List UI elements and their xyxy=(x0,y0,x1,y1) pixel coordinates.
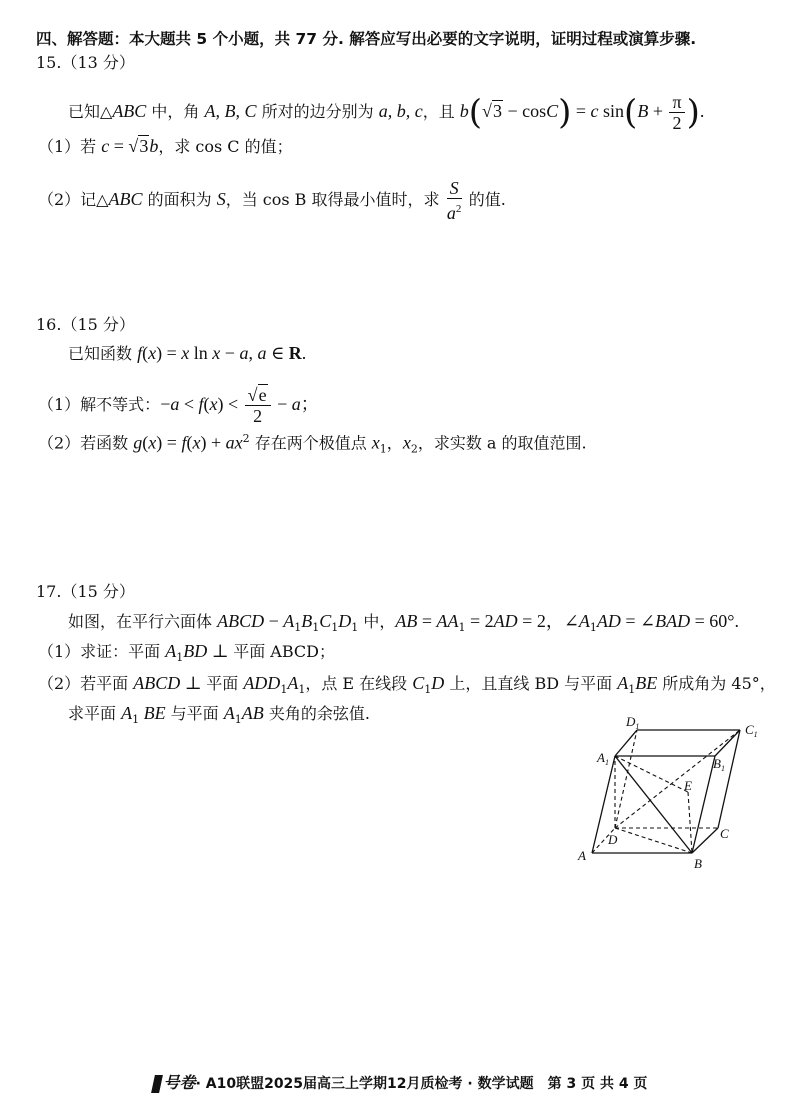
label-D: D xyxy=(608,832,618,847)
q16-stem: 已知函数 f(x) = x ln x − a, a ∈ R. xyxy=(68,343,307,363)
footer-text: · A10联盟2025届高三上学期12月质检考 · 数学试题 第 3 页 共 4 页 xyxy=(195,1076,648,1092)
edge-B1C1 xyxy=(715,730,740,756)
label-A: A xyxy=(578,848,586,863)
q16-number: 16.（15 分） xyxy=(36,315,135,334)
q17-part2: （2）若平面 ABCD ⊥ 平面 $ADD_1A_1$，点 E 在线段 $C_1D$ 上，且直线 BD 与平面 $A_1BE$ 所成角为 45°， xyxy=(38,673,776,697)
edge-BB1 xyxy=(692,756,715,853)
label-A1: $A_1$ xyxy=(597,750,609,767)
edge-A1E xyxy=(615,756,688,792)
q15-part2: （2）记△ABC 的面积为 S，当 cos B 取得最小值时，求 $\frac{S}{a^2}$ 的值. xyxy=(38,178,506,223)
label-D1: $D_1$ xyxy=(626,714,640,731)
section-heading: 四、解答题：本大题共 5 个小题，共 77 分. 解答应写出必要的文字说明，证明过程或演算步骤. xyxy=(36,30,697,48)
q15-part1: （1）若 c = √3b，求 cos C 的值； xyxy=(38,136,293,156)
q16-part1: （1）解不等式：−a < f(x) < $\frac{√e}{2}$ − a； xyxy=(38,385,319,426)
parallelepiped-figure xyxy=(570,708,770,878)
edge-EB xyxy=(688,792,692,853)
footer-logo: 号卷 xyxy=(163,1073,196,1092)
q17-part1: （1）求证：平面 $A_1BD$ ⊥ 平面 ABCD； xyxy=(38,641,335,665)
label-C: C xyxy=(720,826,729,841)
page-footer xyxy=(0,1072,800,1095)
q17-stem: 如图，在平行六面体 ABCD − $A_1B_1C_1D_1$ 中，AB = $AA_1 = 2AD = 2$，$\angle A_1AD$ = ∠BAD = 60°. xyxy=(68,611,739,635)
q15-number: 15.（13 分） xyxy=(36,53,135,72)
logo-mark-icon xyxy=(151,1075,163,1093)
q17-part2-line2: 求平面 $A_1$ BE 与平面 $A_1AB$ 夹角的余弦值. xyxy=(68,703,370,727)
q15-stem: 已知△ABC 中，角 A, B, C 所对的边分别为 a, b, c，且 b(√3 − cosC) = c sin(B + $\frac{\pi}{2}$ ). xyxy=(68,92,705,133)
label-E: E xyxy=(684,778,692,793)
q16-part2: （2）若函数 $g(x) = f(x) + ax^2$ 存在两个极值点 $x_1$，$x_2$，求实数 a 的取值范围. xyxy=(38,432,587,456)
label-C1: $C_1$ xyxy=(745,722,758,739)
q17-number: 17.（15 分） xyxy=(36,582,135,601)
edge-A1B xyxy=(615,756,692,853)
edge-BC xyxy=(692,828,718,853)
label-B1: $B_1$ xyxy=(713,756,725,773)
edge-DB xyxy=(615,828,692,853)
label-B: B xyxy=(694,856,702,871)
